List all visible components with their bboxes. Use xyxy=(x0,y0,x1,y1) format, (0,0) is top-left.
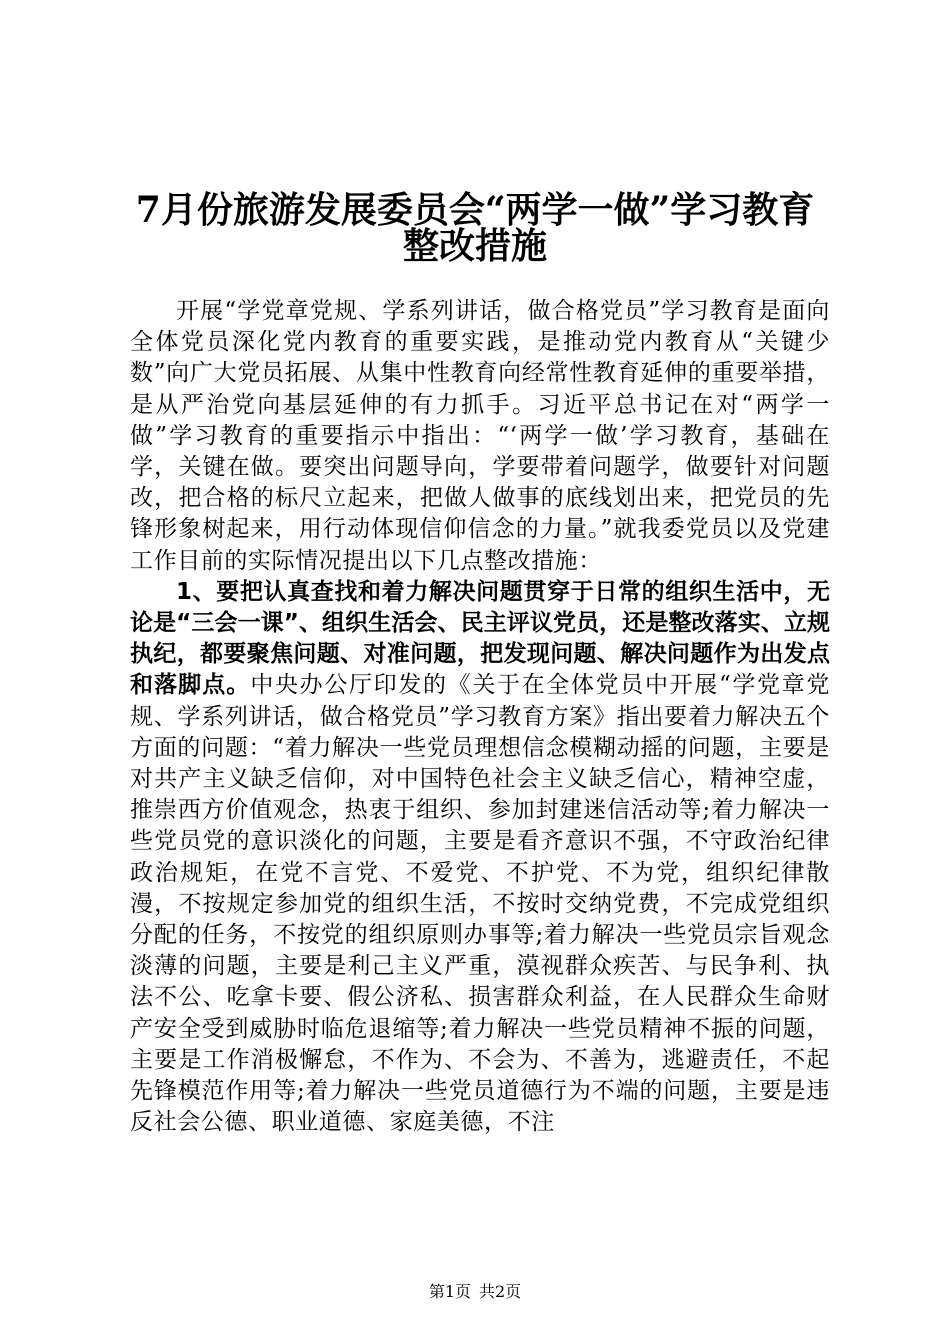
document-body xyxy=(130,296,830,1138)
document-title-line-1: 7月份旅游发展委员会“两学一做”学习教育 xyxy=(135,189,815,231)
page-footer xyxy=(0,1282,950,1302)
page-number-current: 第1页 xyxy=(428,1282,471,1301)
paragraph-measure-1 xyxy=(130,577,830,1139)
paragraph-intro: 开展“学党章党规、学系列讲话，做合格党员”学习教育是面向全体党员深化党内教育的重要实践，是推动党内教育从“关键少数”向广大党员拓展、从集中性教育向经常性教育延伸的重要举措，是从严治党向基层延伸的有力抓手。习近平总书记在对“两学一做”学习教育的重要指示中指出：“‘两学一做’学习教育，基础在学，关键在做。要突出问题导向，学要带着问题学，做要针对问题改，把合格的标尺立起来，把做人做事的底线划出来，把党员的先锋形象树起来，用行动体现信仰信念的力量。”就我委党员以及党建工作目前的实际情况提出以下几点整改措施： xyxy=(130,298,830,574)
measure-1-heading: 1、要把认真查找和着力解决问题贯穿于日常的组织生活中，无论是“三会一课”、组织生活会、民主评议党员，还是整改落实、立规执纪，都要聚焦问题、对准问题，把发现问题、解决问题作为出发点和落脚点。 xyxy=(130,578,830,699)
measure-1-text: 中央办公厅印发的《关于在全体党员中开展“学党章党规、学系列讲话，做合格党员”学习教育方案》指出要着力解决五个方面的问题：“着力解决一些党员理想信念模糊动摇的问题，主要是对共产主义缺乏信仰，对中国特色社会主义缺乏信心，精神空虚，推崇西方价值观念，热衷于组织、参加封建迷信活动等;着力解决一些党员党的意识淡化的问题，主要是看齐意识不强，不守政治纪律政治规矩，在党不言党、不爱党、不护党、不为党，组织纪律散漫，不按规定参加党的组织生活，不按时交纳党费，不完成党组织分配的任务，不按党的组织原则办事等;着力解决一些党员宗旨观念淡薄的问题，主要是利己主义严重，漠视群众疾苦、与民争利、执法不公、吃拿卡要、假公济私、损害群众利益，在人民群众生命财产安全受到威胁时临危退缩等;着力解决一些党员精神不振的问题，主要是工作消极懈怠，不作为、不会为、不善为，逃避责任，不起先锋模范作用等;着力解决一些党员道德行为不端的问题，主要是违反社会公德、职业道德、家庭美德，不注 xyxy=(130,672,830,1136)
document-title-line-2: 整改措施 xyxy=(402,225,547,267)
page-number-total: 共2页 xyxy=(479,1282,522,1301)
